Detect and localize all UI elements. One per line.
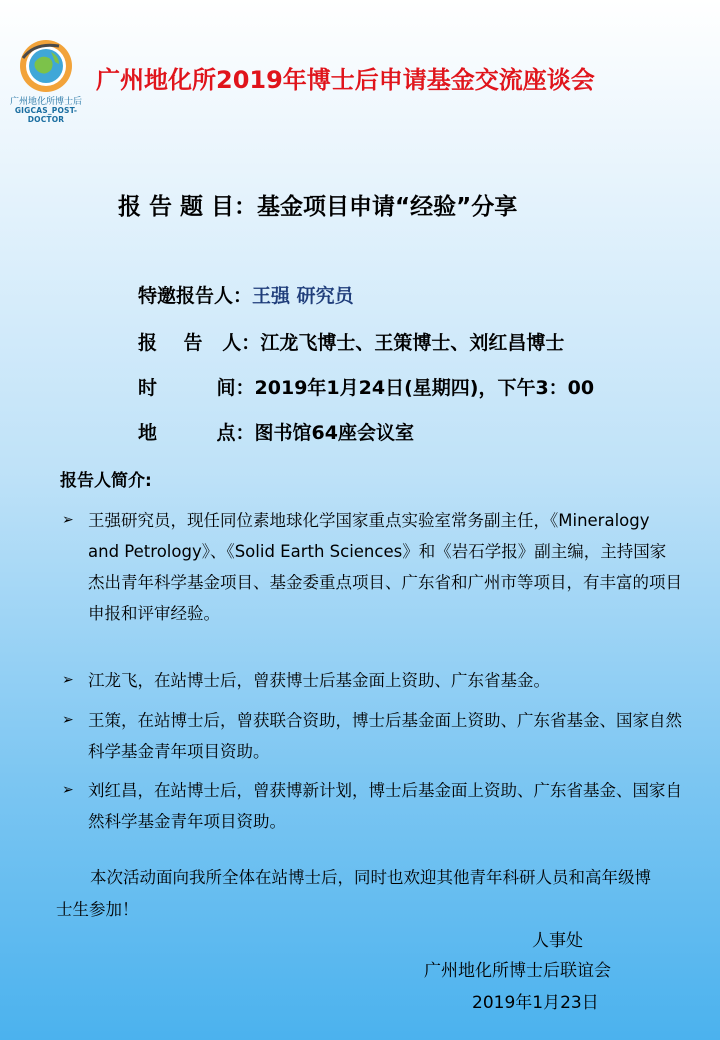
arrow-bullet-icon: ➢ bbox=[62, 712, 74, 728]
arrow-bullet-icon: ➢ bbox=[62, 672, 74, 688]
info-label: 时 间： bbox=[138, 377, 255, 399]
info-row-location bbox=[138, 418, 414, 445]
list-item-text: 王强研究员，现任同位素地球化学国家重点实验室常务副主任，《Mineralogy and Petrology》、《Solid Earth Sciences》和《岩石学报》副主编，主持国家杰出青年科学基金项目、基金委重点项目、广东省和广州市等项目，有丰富的项目申报和评审经验。 bbox=[88, 511, 682, 623]
report-title bbox=[118, 188, 517, 221]
list-item bbox=[62, 665, 682, 696]
info-label: 地 点： bbox=[138, 422, 255, 444]
arrow-bullet-icon: ➢ bbox=[62, 782, 74, 798]
list-item bbox=[62, 775, 682, 837]
info-label: 报 告 人： bbox=[138, 332, 261, 354]
intro-heading: 报告人简介: bbox=[60, 471, 152, 491]
info-row-reporters bbox=[138, 328, 564, 355]
report-title-label: 报 告 题 目： bbox=[118, 194, 258, 220]
info-value: 王强 研究员 bbox=[252, 285, 354, 307]
info-value: 2019年1月24日(星期四)，下午3：00 bbox=[254, 377, 595, 399]
logo-text-en: GIGCAS_POST-DOCTOR bbox=[14, 106, 78, 124]
info-value: 江龙飞博士、王策博士、刘红昌博士 bbox=[260, 332, 565, 354]
info-label: 特邀报告人： bbox=[138, 285, 253, 307]
globe-logo-icon bbox=[15, 38, 77, 94]
list-item-text: 刘红昌，在站博士后，曾获博新计划，博士后基金面上资助、广东省基金、国家自然科学基金青年项目资助。 bbox=[88, 781, 682, 831]
list-item-text: 王策，在站博士后，曾获联合资助，博士后基金面上资助、广东省基金、国家自然科学基金青年项目资助。 bbox=[88, 711, 682, 761]
logo bbox=[6, 38, 86, 124]
list-item bbox=[62, 705, 682, 767]
signature-org: 广州地化所博士后联谊会 bbox=[424, 961, 611, 981]
info-value: 图书馆64座会议室 bbox=[254, 422, 414, 444]
closing-text: 本次活动面向我所全体在站博士后，同时也欢迎其他青年科研人员和高年级博士生参加！ bbox=[56, 868, 651, 919]
info-row-speaker bbox=[138, 281, 354, 308]
signature-date: 2019年1月23日 bbox=[472, 993, 599, 1013]
header-title: 广州地化所2019年博士后申请基金交流座谈会 bbox=[96, 66, 595, 94]
list-item-text: 江龙飞，在站博士后，曾获博士后基金面上资助、广东省基金。 bbox=[88, 671, 550, 690]
report-title-value: 基金项目申请“经验”分享 bbox=[257, 194, 518, 220]
signature-dept: 人事处 bbox=[532, 931, 583, 951]
list-item bbox=[62, 505, 682, 629]
logo-text-cn: 广州地化所博士后 bbox=[9, 97, 82, 107]
info-row-time bbox=[138, 373, 594, 400]
arrow-bullet-icon: ➢ bbox=[62, 512, 74, 528]
